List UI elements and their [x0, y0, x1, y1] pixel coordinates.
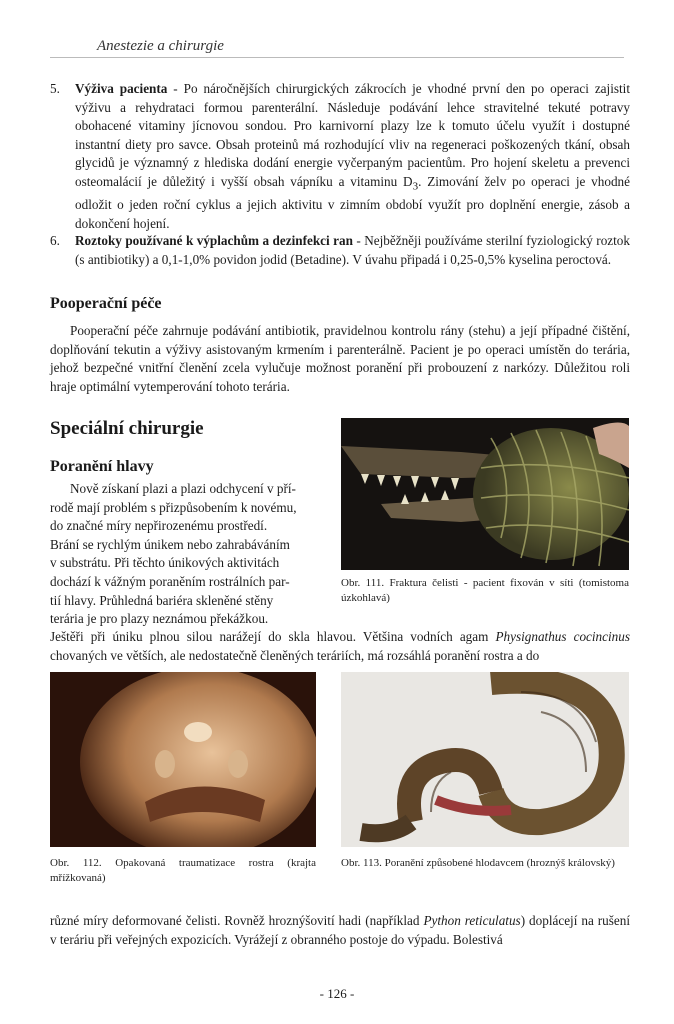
text-line: terária je pro plazy neznámou překážkou. — [50, 611, 269, 627]
text-line: tií hlavy. Průhledná bariéra skleněné stěny — [50, 592, 274, 608]
text-segment: Ještěři při úniku plnou silou narážejí do skla hlavou. Většina vodních agam — [50, 629, 496, 644]
text-segment: chovaných ve větších, ale nedostatečně členěných teráriích, má rozsáhlá poranění rostra a do — [50, 647, 540, 663]
figure-113-caption: Obr. 113. Poranění způsobené hlodavcem (hroznýš královský) — [341, 857, 615, 869]
bottom-paragraph — [50, 912, 630, 949]
figure-111-caption: Obr. 111. Fraktura čelisti - pacient fixován v síti (tomistoma úzkohlavá) — [341, 577, 629, 604]
numbered-item-6 — [50, 232, 630, 269]
boa-injury-illustration — [341, 672, 629, 847]
text-line: v substrátu. Při těchto únikových aktivitách — [50, 555, 280, 571]
text-line: rodě mají problém s přizpůsobením k novému, — [50, 499, 297, 515]
python-rostrum-illustration — [50, 672, 316, 847]
item-text: - Nejběžněji používáme sterilní fyziologický roztok (s antibiotiky) a 0,1-1,0% povidon jodid (Betadine). V úvahu připadá i 0,25-0,5% kyselina peroctová. — [75, 233, 630, 267]
head-injury-paragraph — [50, 480, 326, 629]
species-name: Physignathus cocincinus — [495, 629, 630, 644]
item-number: 6. — [50, 233, 60, 248]
figure-112-photo — [50, 672, 316, 847]
item-subscript: 3 — [412, 180, 419, 193]
header-rule — [50, 57, 624, 58]
text-line: Brání se rychlým únikem nebo zahrabáváním — [50, 536, 290, 552]
section-heading-postop: Pooperační péče — [50, 295, 162, 312]
item-text-tail: . Zimování želv po operaci je vhodné odložit o jeden roční cyklus a jejich aktivitu v zimním období využít pro doplnění energie, zásob a dokončení hojení. — [75, 173, 631, 231]
page-number: - 126 - — [319, 986, 355, 1001]
item-body — [75, 80, 630, 233]
figure-111-photo — [341, 418, 629, 570]
item-term: Roztoky používané k výplachům a dezinfekci ran — [75, 233, 353, 248]
species-name: Python reticulatus — [423, 913, 521, 928]
text-line: do značné míry nepřirozenému prostředí. — [50, 518, 268, 534]
numbered-item-5 — [50, 80, 630, 233]
text-segment: různé míry deformované čelisti. Rovněž hroznýšovití hadi (například — [50, 913, 424, 928]
crocodile-net-illustration — [341, 418, 629, 570]
item-term: Výživa pacienta — [75, 81, 168, 96]
figure-112-caption: Obr. 112. Opakovaná traumatizace rostra (krajta mřížkovaná) — [50, 857, 316, 884]
subheading-head-injury: Poranění hlavy — [50, 458, 154, 475]
postop-text: Pooperační péče zahrnuje podávání antibiotik, pravidelnou kontrolu rány (stehu) a její případné čištění, doplňování tekutin a výživy asistovaným krmením i parenterálně. Pacient je po operaci umístěn do terária, jehož bezpečné vnitřní členění zcela vylučuje možnost poranění při probouzení z narkózy. Důležitou roli hraje optimální vytemperování tohoto terária. — [50, 323, 630, 394]
text-line: dochází k vážným poraněním rostrálních par- — [50, 573, 290, 589]
postop-paragraph — [50, 322, 630, 396]
item-number: 5. — [50, 81, 60, 96]
text-line: Nově získaní plazi a plazi odchycení v pří- — [70, 481, 296, 496]
running-header: Anestezie a chirurgie — [97, 38, 224, 54]
item-body — [75, 232, 630, 269]
text-segment: ) doplácejí na rušení v teráriu při veřejných expozicích. Vyrážejí z obranného postoje do výpadu. Bolestivá — [50, 913, 630, 947]
section-heading-special: Speciální chirurgie — [50, 418, 204, 439]
figure-113-photo — [341, 672, 629, 847]
head-injury-continued — [50, 628, 630, 665]
item-text: - Po náročnějších chirurgických zákrocích je vhodné první den po operaci zajistit výživu a rehydrataci formou parenterální. Následuje podávání lehce stravitelné tekuté potravy obohacené vitaminy jícnovou sondou. Pro karnivorní plazy lze k tomuto účelu využít i dostupné instantní diety pro savce. Obsah proteinů má rozhodující vliv na regeneraci poškozených tkání, obsah glycidů je významný z hlediska dodání energie vyčerpaným pacientům. Pro hojení skeletu a prevenci osteomalácií je důležitý i vyšší obsah vápníku a vitaminu D — [75, 81, 630, 189]
